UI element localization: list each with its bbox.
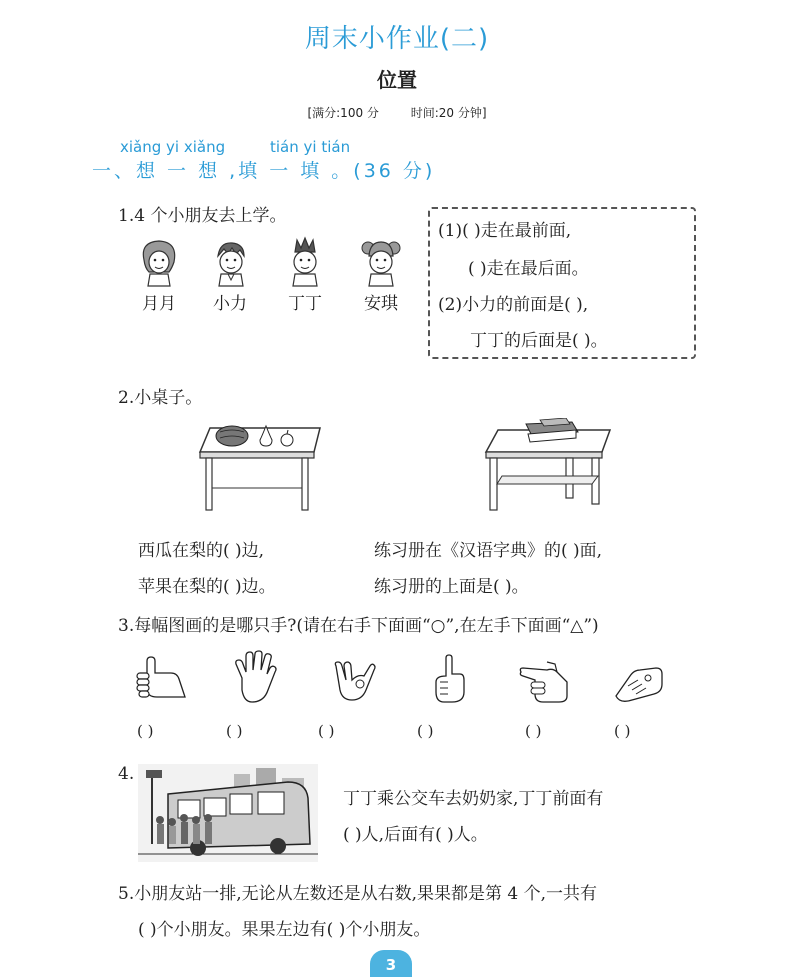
answer-blank[interactable]: ( ): [525, 722, 542, 740]
hand-pointing-side-icon: [517, 658, 573, 704]
hand-thumbs-up-icon: [133, 655, 189, 703]
q2-line-1a: 西瓜在梨的( )边,: [138, 541, 265, 561]
q1-line-2: ( )走在最后面。: [468, 259, 589, 279]
pinyin-xiangyixiang: xiǎng yi xiǎng: [120, 138, 226, 156]
answer-blank[interactable]: ( ): [137, 722, 154, 740]
hand-pointing-up-icon: [432, 654, 468, 704]
q2-line-2b: 练习册的上面是( )。: [374, 577, 529, 597]
q5-line-1: 5.小朋友站一排,无论从左数还是从右数,果果都是第 4 个,一共有: [118, 884, 598, 904]
q5-line-2: ( )个小朋友。果果左边有( )个小朋友。: [138, 920, 431, 940]
pinyin-tianyitian: tián yi tián: [270, 138, 351, 156]
q2-line-2a: 苹果在梨的( )边。: [138, 577, 276, 597]
child-name: 丁丁: [288, 294, 322, 314]
page-subtitle: 位置: [377, 68, 417, 92]
child-name: 月月: [142, 294, 176, 314]
hand-ok-gesture-icon: [330, 660, 378, 702]
child-yueyue-illustration: [136, 238, 182, 288]
answer-blank[interactable]: ( ): [318, 722, 335, 740]
child-name: 安琪: [364, 294, 398, 314]
score-label: [满分:100 分: [307, 106, 379, 120]
q4-label: 4.: [118, 764, 135, 784]
q2-prompt: 2.小桌子。: [118, 388, 203, 408]
q4-line-1: 丁丁乘公交车去奶奶家,丁丁前面有: [343, 789, 604, 809]
child-name: 小力: [213, 294, 247, 314]
section-heading: 一、想 一 想 ,填 一 填 。(36 分): [92, 160, 436, 182]
q1-prompt: 1.4 个小朋友去上学。: [118, 206, 287, 226]
time-label: 时间:20 分钟]: [410, 106, 487, 120]
hand-open-palm-icon: [232, 650, 280, 706]
table-with-fruits-illustration: [196, 418, 326, 514]
answer-blank[interactable]: ( ): [417, 722, 434, 740]
answer-blank[interactable]: ( ): [614, 722, 631, 740]
q2-line-1b: 练习册在《汉语字典》的( )面,: [374, 541, 603, 561]
q3-prompt: 3.每幅图画的是哪只手?(请在右手下面画“○”,在左手下面画“△”): [118, 616, 599, 636]
q1-line-1: (1)( )走在最前面,: [438, 221, 572, 241]
q1-line-4: 丁丁的后面是( )。: [470, 331, 608, 351]
child-xiaoli-illustration: [208, 238, 254, 288]
bus-stop-illustration: [138, 764, 318, 862]
page-number-badge: 3: [370, 950, 412, 977]
score-time-line: [0, 104, 794, 121]
child-anqi-illustration: [358, 236, 404, 288]
answer-blank[interactable]: ( ): [226, 722, 243, 740]
page-title: 周末小作业(二): [304, 24, 490, 54]
hand-pinch-icon: [612, 662, 668, 704]
q4-line-2: ( )人,后面有( )人。: [343, 825, 488, 845]
table-with-books-illustration: [482, 418, 614, 514]
q1-line-3: (2)小力的前面是( ),: [438, 295, 589, 315]
child-dingding-illustration: [283, 236, 329, 288]
